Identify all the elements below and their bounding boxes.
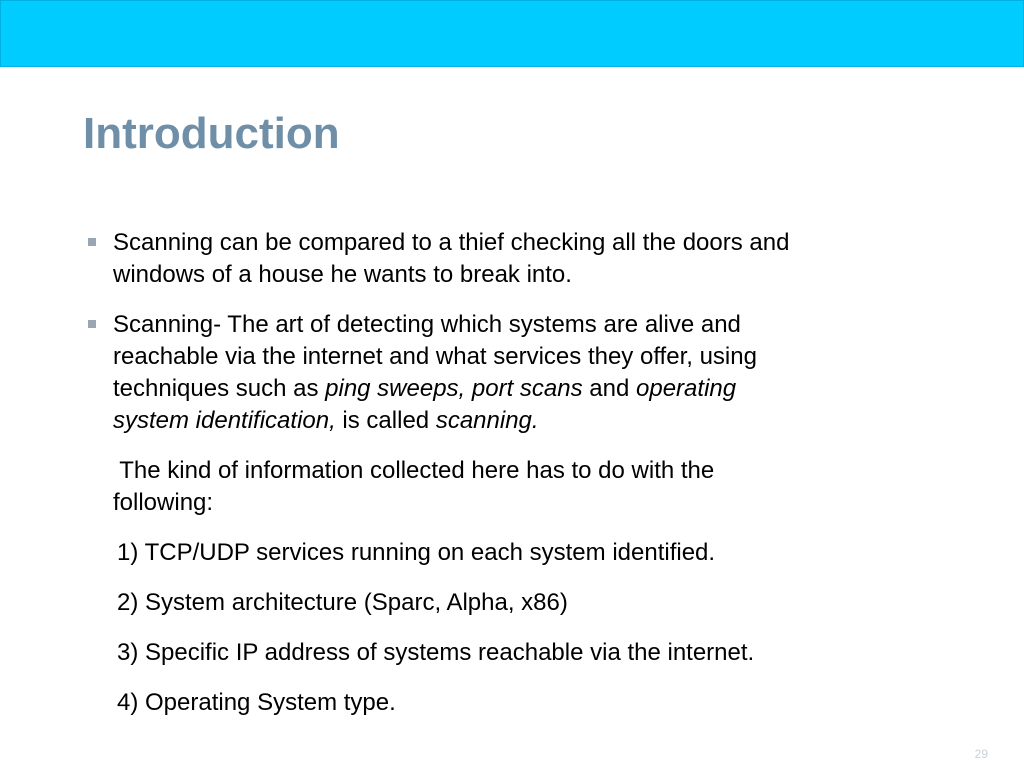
bullet-2-line-4-a: system identification, bbox=[113, 407, 336, 434]
page-number: 29 bbox=[974, 747, 988, 761]
bullet-2-line-3-a: techniques such as bbox=[113, 375, 326, 402]
bullet-1-line-1: Scanning can be compared to a thief checking all the doors and bbox=[113, 229, 790, 256]
bullet-2-line-3 bbox=[113, 373, 933, 405]
list-item: 3) Specific IP address of systems reachable via the internet. bbox=[117, 639, 755, 666]
bullet-2-line-3-c: and bbox=[582, 375, 637, 402]
slide-title: Introduction bbox=[83, 109, 340, 158]
list-item: 2) System architecture (Sparc, Alpha, x86) bbox=[117, 589, 568, 616]
square-bullet-icon bbox=[88, 238, 96, 246]
square-bullet-icon bbox=[88, 320, 96, 328]
bullet-text-2 bbox=[113, 309, 933, 437]
paragraph-line-1: The kind of information collected here has to do with the bbox=[113, 457, 715, 484]
info-paragraph bbox=[113, 455, 933, 519]
list-item: 1) TCP/UDP services running on each system identified. bbox=[117, 539, 716, 566]
paragraph-line-2: following: bbox=[113, 489, 214, 516]
list-item: 4) Operating System type. bbox=[117, 689, 396, 716]
bullet-2-line-3-b: ping sweeps, port scans bbox=[325, 375, 583, 402]
bullet-2-line-4-c: scanning. bbox=[435, 407, 539, 434]
bullet-text-1 bbox=[113, 227, 933, 291]
bullet-2-line-3-d: operating bbox=[636, 375, 737, 402]
bullet-2-line-1: Scanning- The art of detecting which systems are alive and bbox=[113, 311, 741, 338]
bullet-2-line-4 bbox=[113, 405, 933, 437]
bullet-1-line-2: windows of a house he wants to break into. bbox=[113, 261, 572, 288]
bullet-2-line-2: reachable via the internet and what services they offer, using bbox=[113, 343, 757, 370]
bullet-2-line-4-b: is called bbox=[335, 407, 436, 434]
